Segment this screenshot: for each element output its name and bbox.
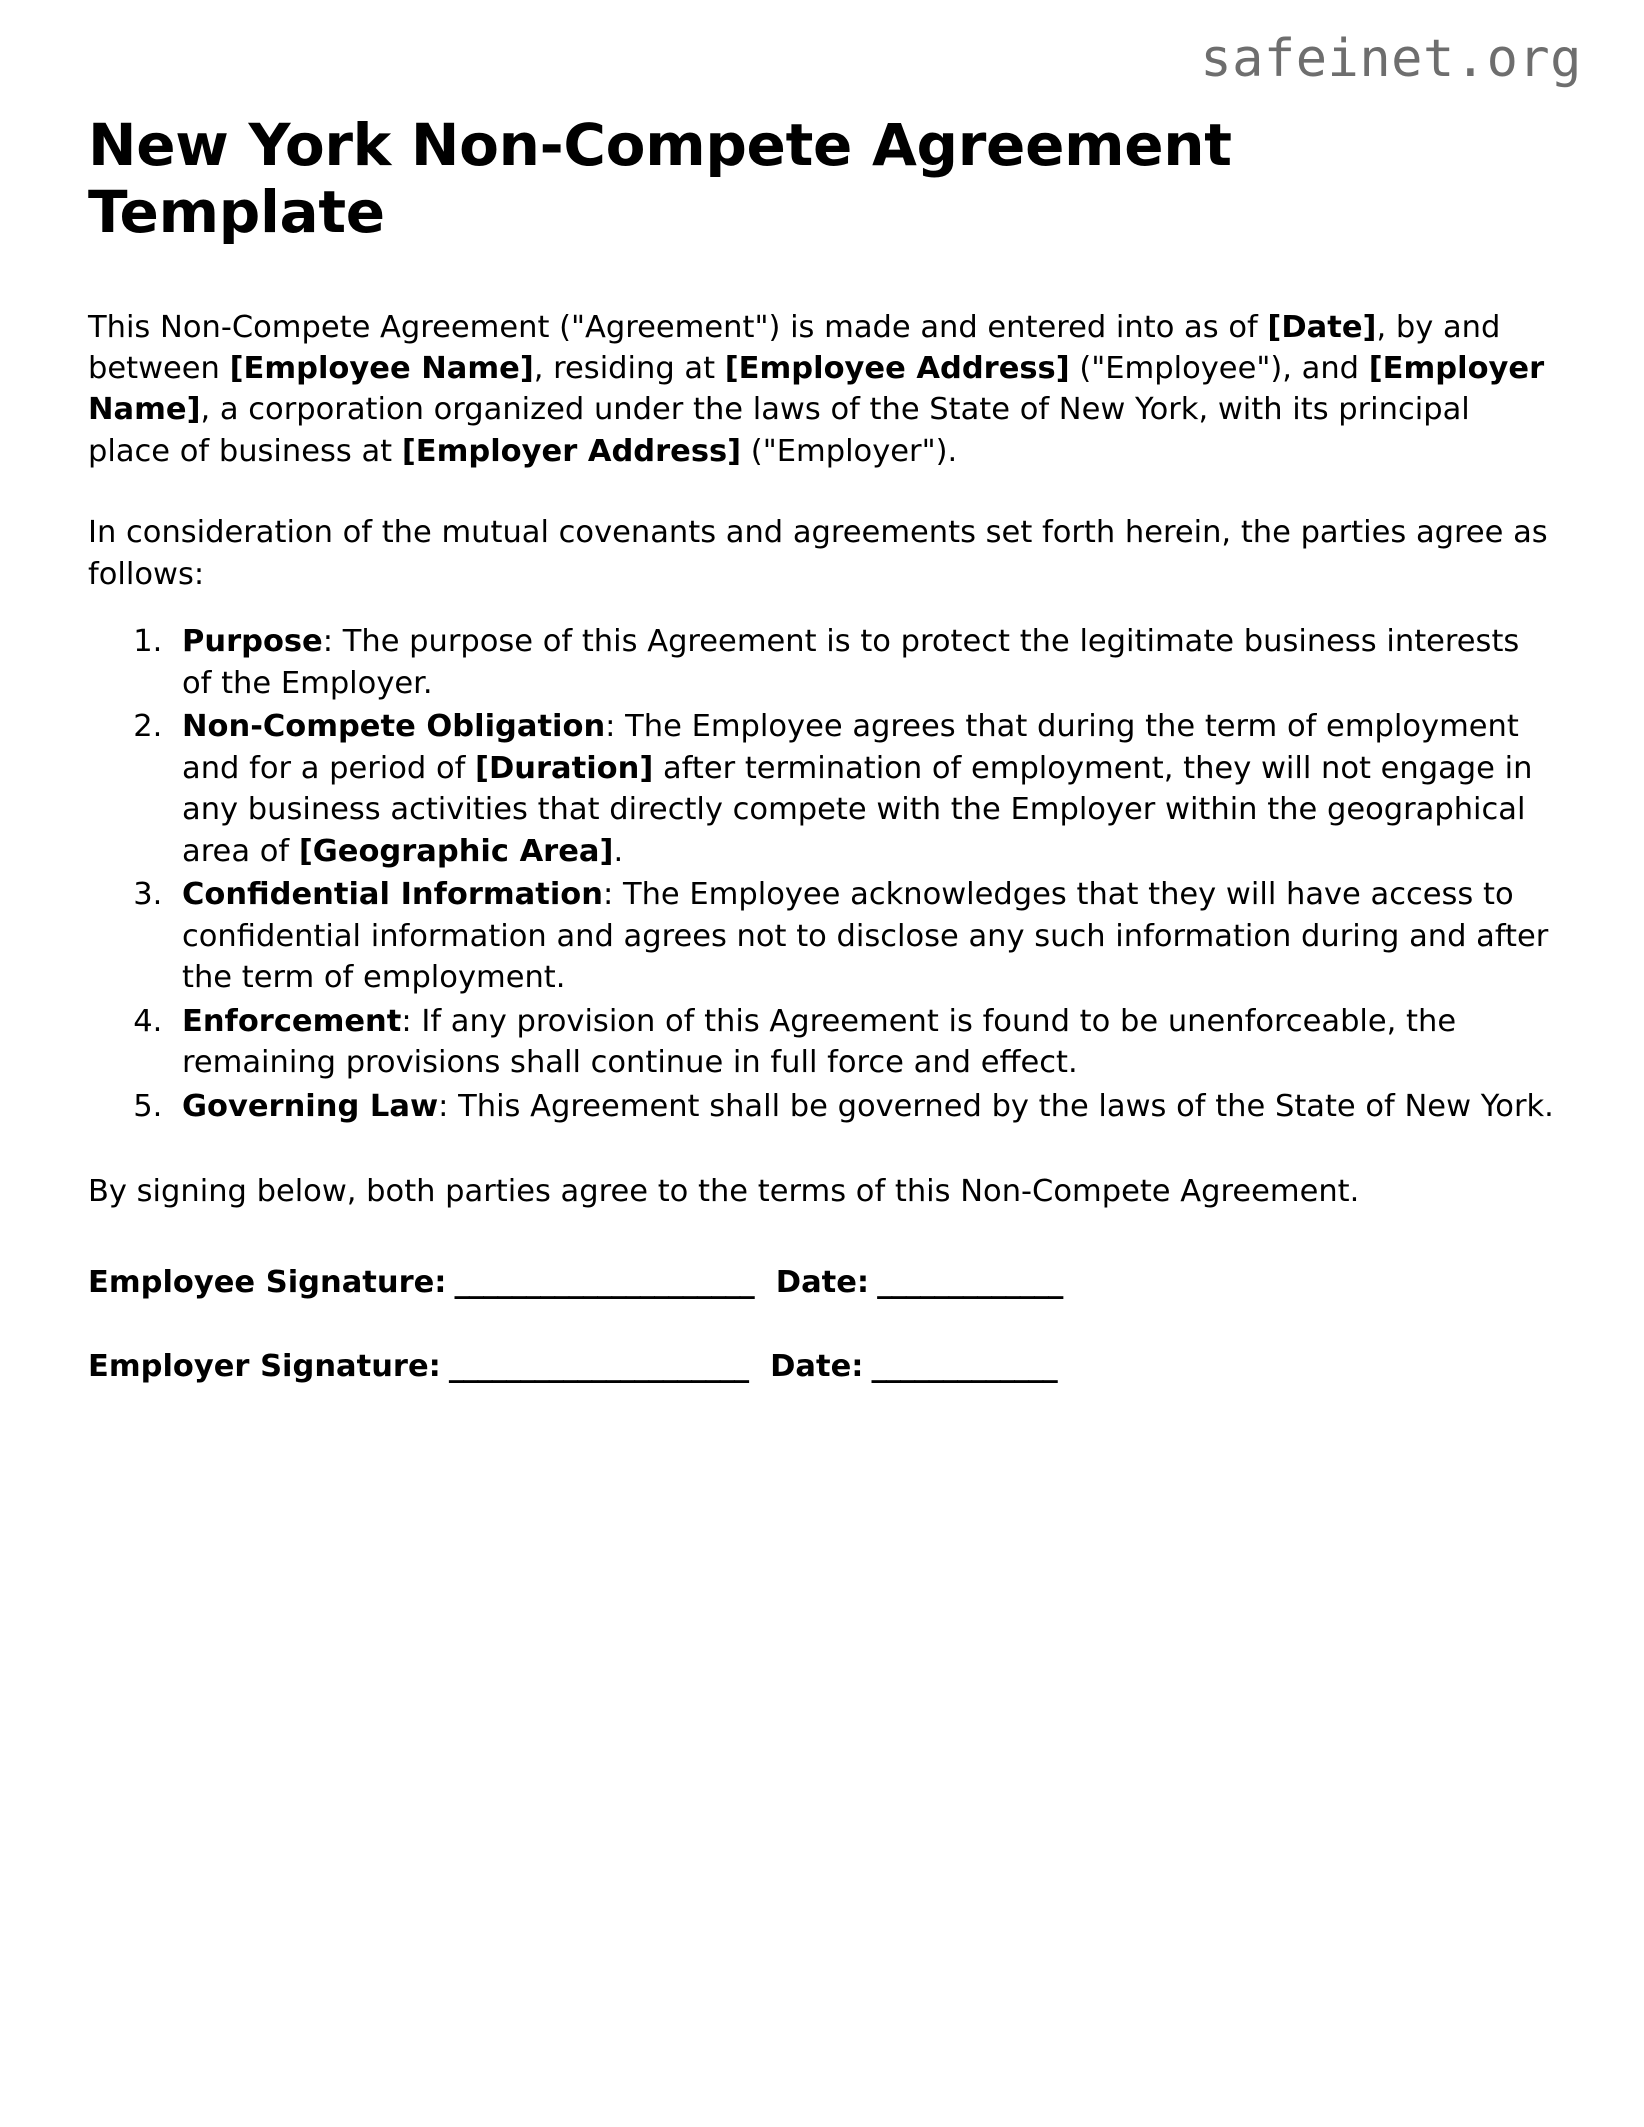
site-watermark: safeinet.org: [1200, 29, 1582, 89]
clause-text-c: .: [613, 833, 624, 869]
clause-separator: :: [605, 709, 626, 745]
employee-signature-row: [88, 1262, 1556, 1303]
intro-text-6: ("Employer").: [741, 433, 958, 469]
clause-text: The purpose of this Agreement is to protect the legitimate business interests of the Employer.: [182, 624, 1520, 701]
signature-block: [88, 1262, 1556, 1387]
page-title: New York Non-Compete Agreement Template: [88, 111, 1232, 247]
clause-term: Non-Compete Obligation: [182, 709, 606, 745]
paragraph-closing: By signing below, both parties agree to the terms of this Non-Compete Agreement.: [88, 1173, 1360, 1209]
clause-term: Enforcement: [182, 1003, 402, 1039]
placeholder-employer-address: [Employer Address]: [401, 433, 742, 469]
paragraph-parties: [88, 307, 1556, 473]
intro-text-2: , by and between: [88, 309, 1501, 386]
document-body: [88, 112, 1556, 1387]
list-item: [172, 874, 1556, 998]
clause-term: Confidential Information: [182, 877, 603, 913]
clause-text-a: The Employee agrees that during the term of employment and for a period of: [182, 709, 1519, 786]
clause-text: The Employee acknowledges that they will have access to confidential information and agrees not to disclose any such information during and after the term of employment.: [182, 877, 1549, 996]
clause-separator: :: [602, 877, 623, 913]
placeholder-date: [Date]: [1267, 309, 1377, 345]
employee-signature-field[interactable]: _____________________: [454, 1265, 754, 1301]
clause-term: Governing Law: [182, 1088, 439, 1124]
employee-date-field[interactable]: _____________: [877, 1265, 1063, 1301]
clause-text: This Agreement shall be governed by the laws of the State of New York.: [458, 1088, 1554, 1124]
clause-separator: :: [401, 1003, 422, 1039]
intro-text-5: , a corporation organized under the laws of the State of New York, with its principal place of business at: [88, 392, 1470, 469]
list-item: [172, 706, 1556, 872]
employee-date-label: Date:: [775, 1265, 870, 1301]
employer-signature-field[interactable]: _____________________: [448, 1348, 749, 1384]
clause-text-b: after termination of employment, they will not engage in any business activities that directly compete with the Employer within the geographical area of: [182, 750, 1533, 869]
placeholder-geographic-area: [Geographic Area]: [298, 833, 614, 869]
placeholder-employee-address: [Employee Address]: [724, 351, 1070, 386]
employer-date-label: Date:: [770, 1348, 864, 1384]
employer-date-field[interactable]: _____________: [871, 1348, 1057, 1384]
clause-term: Purpose: [182, 624, 323, 660]
list-item: [172, 621, 1556, 704]
clause-text: If any provision of this Agreement is found to be unenforceable, the remaining provisions shall continue in full force and effect.: [182, 1003, 1457, 1081]
clause-list: [88, 621, 1556, 1127]
placeholder-employer-name: [Employer Name]: [88, 351, 1545, 428]
intro-text-4: ("Employee"), and: [1069, 351, 1369, 386]
intro-text-3: , residing at: [533, 351, 725, 386]
employer-signature-row: [88, 1346, 1556, 1387]
employer-signature-label: Employer Signature:: [88, 1348, 441, 1384]
paragraph-consideration: In consideration of the mutual covenants and agreements set forth herein, the parties agree as follows:: [88, 515, 1548, 592]
intro-text-1: This Non-Compete Agreement ("Agreement") is made and entered into as of: [88, 309, 1268, 345]
list-item: [172, 1086, 1556, 1127]
list-item: [172, 1001, 1556, 1084]
clause-separator: :: [438, 1088, 459, 1124]
employee-signature-label: Employee Signature:: [88, 1265, 447, 1301]
placeholder-duration: [Duration]: [475, 750, 654, 786]
placeholder-employee-name: [Employee Name]: [229, 351, 534, 386]
clause-separator: :: [322, 624, 343, 660]
